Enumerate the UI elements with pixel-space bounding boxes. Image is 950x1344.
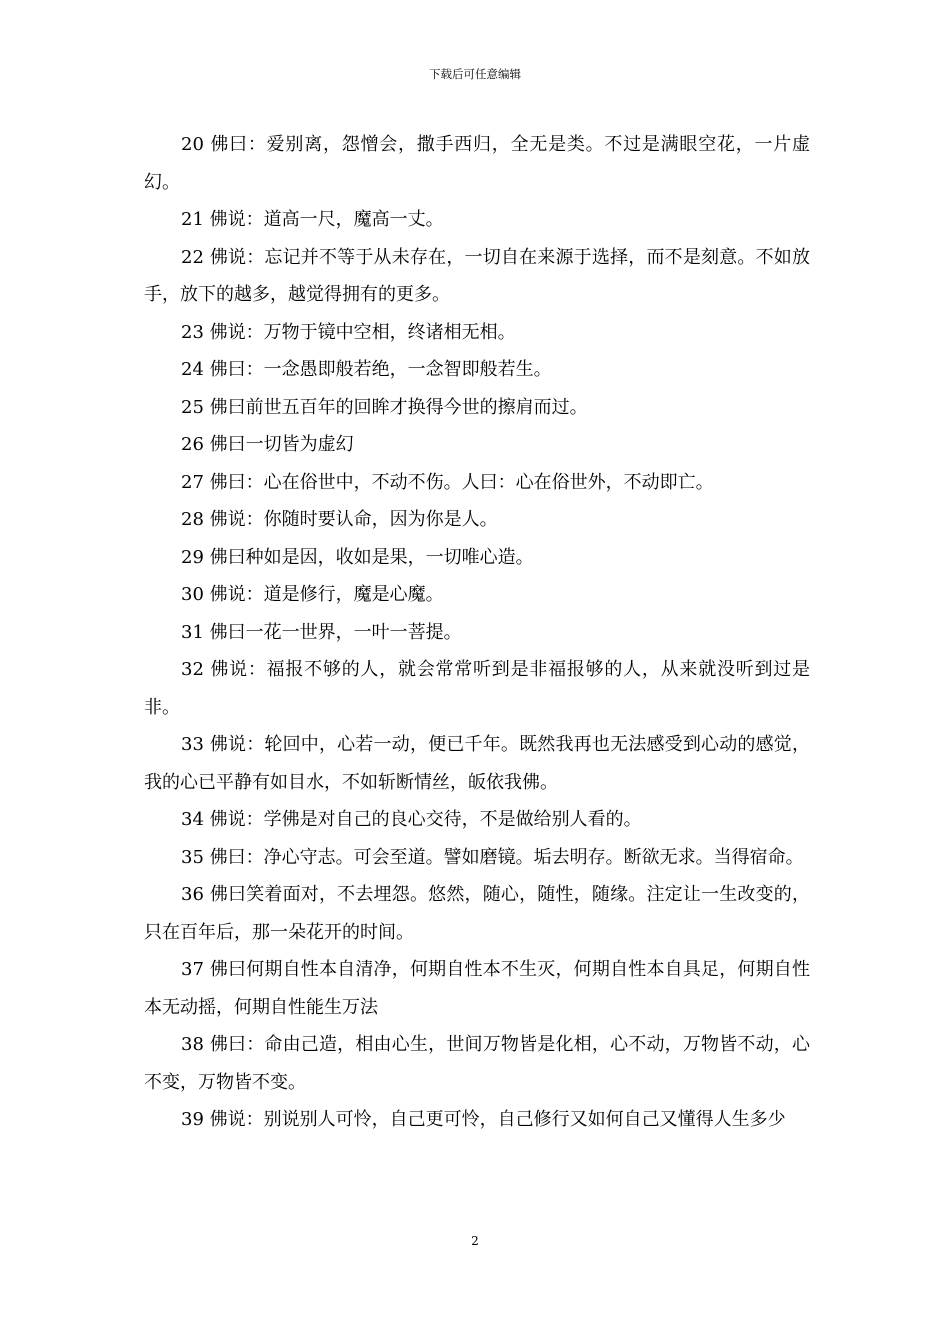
paragraph: 34 佛说：学佛是对自己的良心交待，不是做给别人看的。 (181, 809, 642, 830)
paragraph: 25 佛曰前世五百年的回眸才换得今世的擦肩而过。 (181, 396, 588, 418)
paragraph: 22 佛说：忘记并不等于从未存在，一切自在来源于选择，而不是刻意。不如放手，放下的越多，越觉得拥有的更多。 (144, 246, 810, 305)
paragraph: 38 佛曰：命由己造，相由心生，世间万物皆是化相，心不动，万物皆不动，心不变，万物皆不变。 (144, 1034, 810, 1093)
paragraph: 20 佛曰：爱别离，怨憎会，撒手西归，全无是类。不过是满眼空花，一片虚幻。 (144, 134, 810, 193)
paragraph: 37 佛曰何期自性本自清净，何期自性本不生灭，何期自性本自具足，何期自性本无动摇，何期自性能生万法 (144, 959, 810, 1018)
page-header: 下载后可任意编辑 (429, 67, 521, 81)
paragraph: 27 佛曰：心在俗世中，不动不伤。人曰：心在俗世外，不动即亡。 (181, 471, 714, 493)
paragraph: 21 佛说：道高一尺，魔高一丈。 (181, 209, 444, 230)
paragraph: 23 佛说：万物于镜中空相，终诸相无相。 (181, 321, 516, 343)
page-number: 2 (471, 1234, 479, 1248)
paragraph: 36 佛曰笑着面对，不去埋怨。悠然，随心，随性，随缘。注定让一生改变的，只在百年后，那一朵花开的时间。 (144, 884, 810, 943)
paragraph: 30 佛说：道是修行，魔是心魔。 (181, 584, 444, 605)
paragraph: 39 佛说：别说别人可怜，自己更可怜，自己修行又如何自己又懂得人生多少 (181, 1109, 786, 1130)
paragraph: 28 佛说：你随时要认命，因为你是人。 (181, 509, 498, 530)
paragraph: 35 佛曰：净心守志。可会至道。譬如磨镜。垢去明存。断欲无求。当得宿命。 (181, 846, 804, 868)
paragraph: 32 佛说：福报不够的人，就会常常听到是非福报够的人，从来就没听到过是非。 (144, 659, 810, 718)
paragraph: 24 佛曰：一念愚即般若绝，一念智即般若生。 (181, 359, 552, 380)
paragraph: 31 佛曰一花一世界，一叶一菩提。 (181, 621, 462, 643)
paragraph: 33 佛说：轮回中，心若一动，便已千年。既然我再也无法感受到心动的感觉，我的心已平静有如目水，不如斩断情丝，皈依我佛。 (144, 734, 810, 793)
paragraph: 26 佛曰一切皆为虚幻 (181, 434, 354, 455)
paragraph: 29 佛曰种如是因，收如是果，一切唯心造。 (181, 546, 534, 568)
document-body (144, 126, 810, 1139)
